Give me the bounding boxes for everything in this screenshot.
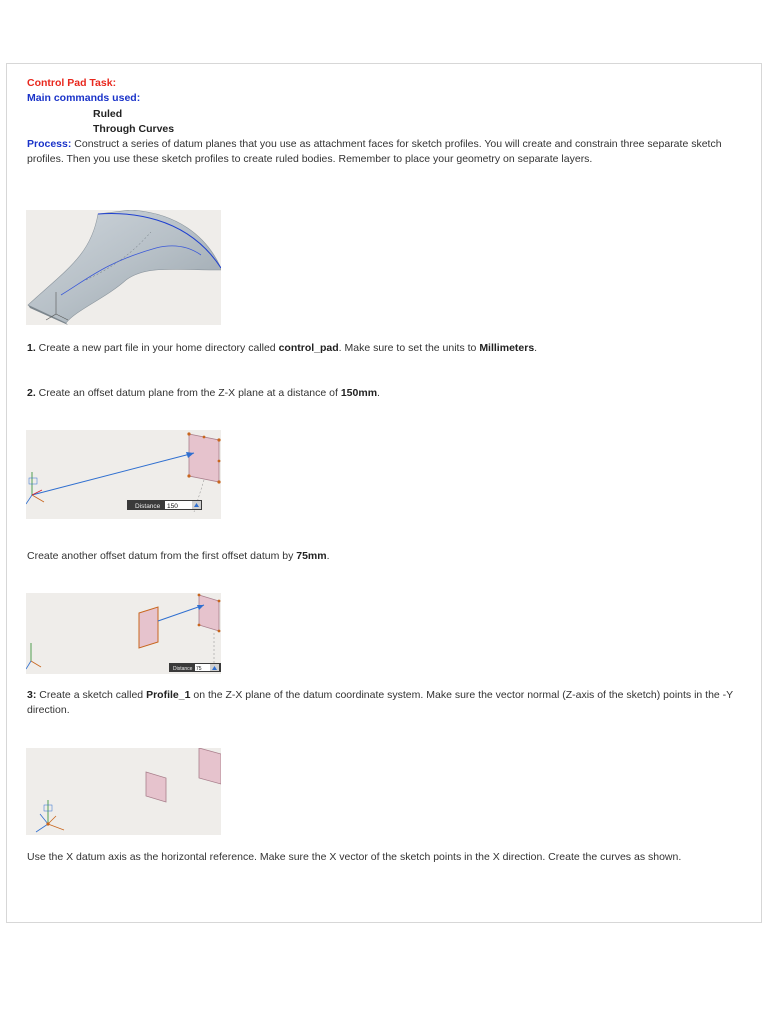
distance-value: 150 (167, 503, 178, 510)
process-text: Construct a series of datum planes that you use as attachment faces for sketch profiles. You will create and constrain three separate sketch profiles. Then you use these sketch profiles to create ruled bodies. Remember to place your geometry on separate layers. (27, 138, 722, 165)
step3-text: 3: Create a sketch called Profile_1 on the Z-X plane of the datum coordinate system. Make sure the vector normal (Z-axis of the sketch) points in the -Y direction. (27, 689, 733, 716)
distance-label-2: Distance (173, 666, 193, 672)
step2-text: 2. Create an offset datum plane from the Z-X plane at a distance of 150mm. (27, 387, 380, 399)
offset-plane-illustration (26, 430, 221, 519)
step1-text: 1. Create a new part file in your home directory called control_pad. Make sure to set the units to Millimeters. (27, 342, 538, 354)
sketch-planes-illustration (26, 748, 221, 835)
commands-heading: Main commands used: (27, 92, 141, 104)
distance-value-2: 75 (196, 666, 202, 672)
step2b-text: Create another offset datum from the first offset datum by 75mm. (27, 550, 330, 562)
ruled-surface-illustration (26, 210, 221, 325)
closing-text: Use the X datum axis as the horizontal reference. Make sure the X vector of the sketch points in the X direction. Create the curves as shown. (27, 851, 682, 863)
process-label: Process: (27, 138, 72, 150)
command-ruled: Ruled (93, 108, 123, 120)
distance-label: Distance (135, 503, 161, 510)
figure-offset-75 (26, 593, 221, 674)
task-title: Control Pad Task: (27, 77, 117, 89)
figure-sketch-planes (26, 748, 221, 835)
second-offset-illustration (26, 593, 221, 674)
process-paragraph (27, 137, 742, 167)
command-through-curves: Through Curves (93, 123, 175, 135)
figure-ruled-surface (26, 210, 221, 325)
figure-offset-150 (26, 430, 221, 519)
